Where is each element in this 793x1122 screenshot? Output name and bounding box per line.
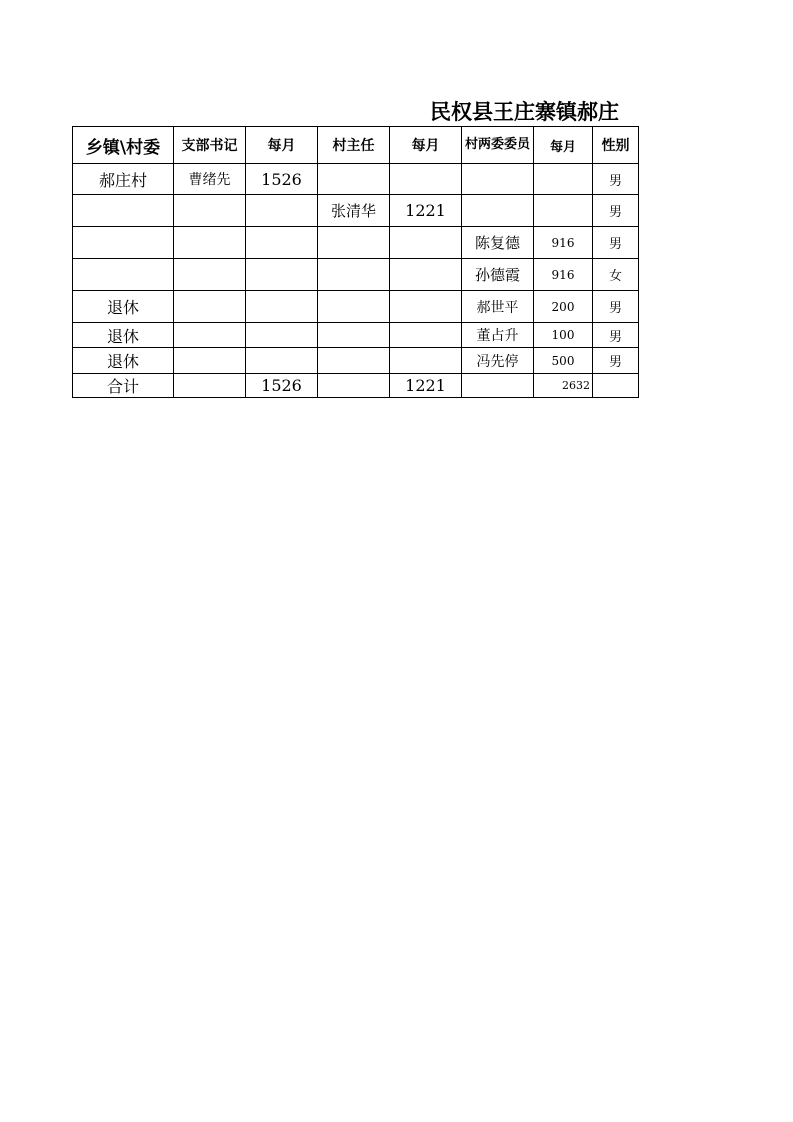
header-town: 乡镇\村委 [73,127,174,164]
town-cell: 退休 [73,291,174,323]
title-clip [380,97,638,127]
header-member: 村两委委员 [462,127,534,164]
secretary-cell [174,323,246,348]
mem-monthly-cell: 916 [534,227,593,259]
secretary-cell [174,227,246,259]
secretary-cell: 曹绪先 [174,164,246,195]
total-sec-monthly: 1526 [246,374,318,398]
sec-monthly-cell [246,259,318,291]
member-cell: 郝世平 [462,291,534,323]
table-row [73,323,639,348]
gender-cell: 男 [593,164,639,195]
dir-monthly-cell [390,227,462,259]
secretary-cell [174,259,246,291]
gender-cell: 男 [593,291,639,323]
sec-monthly-cell [246,227,318,259]
total-secretary [174,374,246,398]
dir-monthly-cell [390,259,462,291]
director-cell [318,291,390,323]
secretary-cell [174,195,246,227]
secretary-cell [174,291,246,323]
mem-monthly-cell [534,195,593,227]
sec-monthly-cell [246,323,318,348]
table-row [73,227,639,259]
table-row [73,291,639,323]
town-cell: 郝庄村 [73,164,174,195]
member-cell: 陈复德 [462,227,534,259]
member-cell: 孙德霞 [462,259,534,291]
dir-monthly-cell [390,323,462,348]
mem-monthly-cell [534,164,593,195]
town-cell [73,227,174,259]
page-title: 民权县王庄寨镇郝庄 [430,100,619,124]
sec-monthly-cell [246,195,318,227]
header-dir-monthly: 每月 [390,127,462,164]
member-cell: 冯先停 [462,348,534,374]
total-gender [593,374,639,398]
gender-cell: 男 [593,227,639,259]
table-row [73,259,639,291]
total-director [318,374,390,398]
dir-monthly-cell: 1221 [390,195,462,227]
member-cell: 董占升 [462,323,534,348]
director-cell [318,323,390,348]
member-cell [462,164,534,195]
total-dir-monthly: 1221 [390,374,462,398]
total-mem-monthly: 2632 [534,374,593,398]
sec-monthly-cell [246,291,318,323]
director-cell: 张清华 [318,195,390,227]
total-member [462,374,534,398]
header-gender: 性别 [593,127,639,164]
table-row [73,164,639,195]
town-cell: 退休 [73,348,174,374]
member-cell [462,195,534,227]
header-row [73,127,639,164]
gender-cell: 男 [593,323,639,348]
total-label: 合计 [73,374,174,398]
mem-monthly-cell: 916 [534,259,593,291]
sec-monthly-cell [246,348,318,374]
director-cell [318,348,390,374]
gender-cell: 女 [593,259,639,291]
mem-monthly-cell: 500 [534,348,593,374]
town-cell [73,259,174,291]
mem-monthly-cell: 200 [534,291,593,323]
gender-cell: 男 [593,195,639,227]
dir-monthly-cell [390,164,462,195]
town-cell: 退休 [73,323,174,348]
header-secretary: 支部书记 [174,127,246,164]
sec-monthly-cell: 1526 [246,164,318,195]
dir-monthly-cell [390,291,462,323]
town-cell [73,195,174,227]
table-row [73,195,639,227]
gender-cell: 男 [593,348,639,374]
header-director: 村主任 [318,127,390,164]
table-row [73,348,639,374]
dir-monthly-cell [390,348,462,374]
total-row [73,374,639,398]
header-sec-monthly: 每月 [246,127,318,164]
director-cell [318,164,390,195]
secretary-cell [174,348,246,374]
director-cell [318,259,390,291]
mem-monthly-cell: 100 [534,323,593,348]
salary-table [72,126,639,398]
header-mem-monthly: 每月 [534,127,593,164]
director-cell [318,227,390,259]
